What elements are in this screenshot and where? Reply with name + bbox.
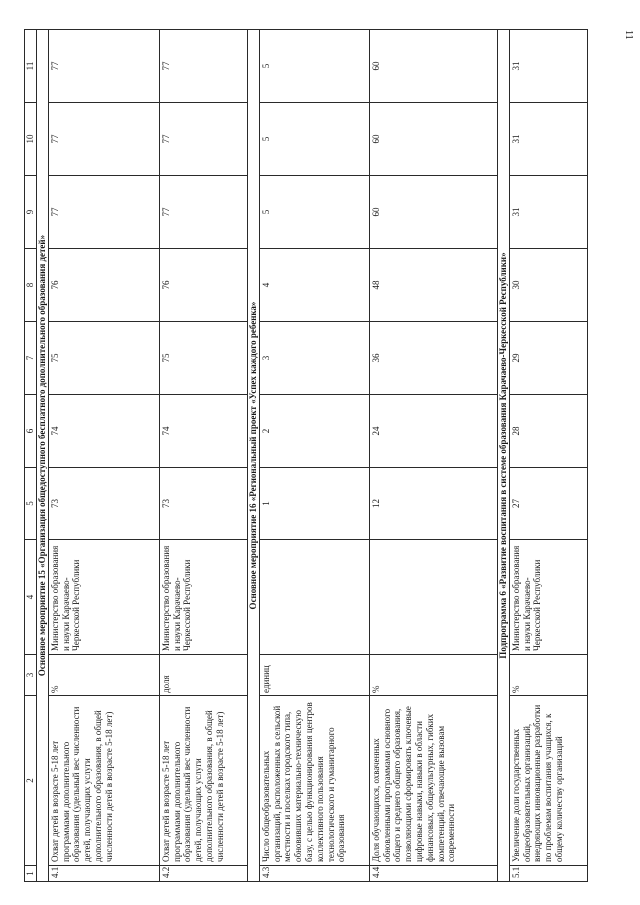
value-cell: 75 <box>48 322 159 395</box>
page-number: 11 <box>623 30 634 40</box>
indicator-table <box>24 29 588 882</box>
unit-cell: доля <box>159 655 247 696</box>
rotated-page <box>24 30 612 882</box>
section-row <box>247 30 259 882</box>
header-cell: 6 <box>25 395 37 468</box>
header-cell: 4 <box>25 540 37 655</box>
header-cell: 8 <box>25 249 37 322</box>
executor-cell: Министерство образования и науки Карачаево-Черкесской Республики <box>159 540 247 655</box>
value-cell: 77 <box>159 30 247 103</box>
value-cell: 77 <box>159 103 247 176</box>
value-cell: 74 <box>48 395 159 468</box>
table-row <box>259 30 369 882</box>
section-title: Основное мероприятие 15 «Организация общедоступного бесплатного дополнительного образования детей» <box>36 30 48 882</box>
unit-cell: % <box>369 655 497 696</box>
unit-cell: % <box>509 655 587 696</box>
value-cell: 77 <box>159 176 247 249</box>
value-cell: 30 <box>509 249 587 322</box>
indicator-name: Охват детей в возрасте 5-18 лет программами дополнительного образования (удельный вес численности детей, получающих услуги дополнительного образования, в общей численности детей в возрасте 5-18 лет) <box>48 696 159 866</box>
header-cell: 10 <box>25 103 37 176</box>
executor-cell <box>369 540 497 655</box>
value-cell: 5 <box>259 176 369 249</box>
executor-cell: Министерство образования и науки Карачаево-Черкесской Республики <box>48 540 159 655</box>
table-row <box>48 30 159 882</box>
value-cell: 77 <box>48 176 159 249</box>
value-cell: 76 <box>48 249 159 322</box>
value-cell: 5 <box>259 103 369 176</box>
table-row <box>509 30 587 882</box>
value-cell: 31 <box>509 103 587 176</box>
unit-cell: единиц <box>259 655 369 696</box>
executor-cell: Министерство образования и науки Карачаево-Черкесской Республики <box>509 540 587 655</box>
value-cell: 75 <box>159 322 247 395</box>
value-cell: 31 <box>509 176 587 249</box>
table-row <box>369 30 497 882</box>
row-number: 4.3 <box>259 866 369 882</box>
value-cell: 29 <box>509 322 587 395</box>
executor-cell <box>259 540 369 655</box>
value-cell: 1 <box>259 468 369 540</box>
value-cell: 4 <box>259 249 369 322</box>
header-cell: 7 <box>25 322 37 395</box>
header-cell: 2 <box>25 696 37 866</box>
value-cell: 48 <box>369 249 497 322</box>
value-cell: 12 <box>369 468 497 540</box>
section-row <box>497 30 509 882</box>
header-cell: 9 <box>25 176 37 249</box>
value-cell: 5 <box>259 30 369 103</box>
indicator-name: Увеличение доли государственных общеобразовательных организаций, внедряющих инновационные разработки по проблемам воспитания учащихся, к общему количеству организаций <box>509 696 587 866</box>
value-cell: 27 <box>509 468 587 540</box>
value-cell: 77 <box>48 30 159 103</box>
section-title: Подпрограмма 6 «Развитие воспитания в системе образования Карачаево-Черкесской Республики» <box>497 30 509 882</box>
header-cell: 3 <box>25 655 37 696</box>
row-number: 4.1 <box>48 866 159 882</box>
indicator-name: Доля обучающихся, охваченных обновленными программами основного общего и среднего общего образования, позволяющими сформировать ключевые цифровые навыки, навыки в области финансовых, общекультурных, гибких компетенций, отвечающие вызовам современности <box>369 696 497 866</box>
value-cell: 2 <box>259 395 369 468</box>
value-cell: 73 <box>159 468 247 540</box>
value-cell: 77 <box>48 103 159 176</box>
header-cell: 1 <box>25 866 37 882</box>
header-cell: 5 <box>25 468 37 540</box>
indicator-name: Число общеобразовательных организаций, расположенных в сельской местности и поселках городского типа, обновивших материально-техническую базу, с целью функционирования центров коллективного пользования технологического и гуманитарного образования <box>259 696 369 866</box>
value-cell: 74 <box>159 395 247 468</box>
value-cell: 36 <box>369 322 497 395</box>
value-cell: 31 <box>509 30 587 103</box>
value-cell: 28 <box>509 395 587 468</box>
value-cell: 60 <box>369 103 497 176</box>
value-cell: 60 <box>369 30 497 103</box>
value-cell: 60 <box>369 176 497 249</box>
table-header-row <box>25 30 37 882</box>
value-cell: 24 <box>369 395 497 468</box>
row-number: 4.4 <box>369 866 497 882</box>
value-cell: 73 <box>48 468 159 540</box>
value-cell: 76 <box>159 249 247 322</box>
row-number: 5.1 <box>509 866 587 882</box>
section-title: Основное мероприятие 16 «Региональный проект «Успех каждого ребенка» <box>247 30 259 882</box>
indicator-name: Охват детей в возрасте 5-18 лет программами дополнительного образования (удельный вес численности детей, получающих услуги дополнительного образования, в общей численности детей в возрасте 5-18 лет) <box>159 696 247 866</box>
header-cell: 11 <box>25 30 37 103</box>
unit-cell: % <box>48 655 159 696</box>
table-row <box>159 30 247 882</box>
indicator-table-container <box>24 30 612 882</box>
section-row <box>36 30 48 882</box>
row-number: 4.2 <box>159 866 247 882</box>
value-cell: 3 <box>259 322 369 395</box>
